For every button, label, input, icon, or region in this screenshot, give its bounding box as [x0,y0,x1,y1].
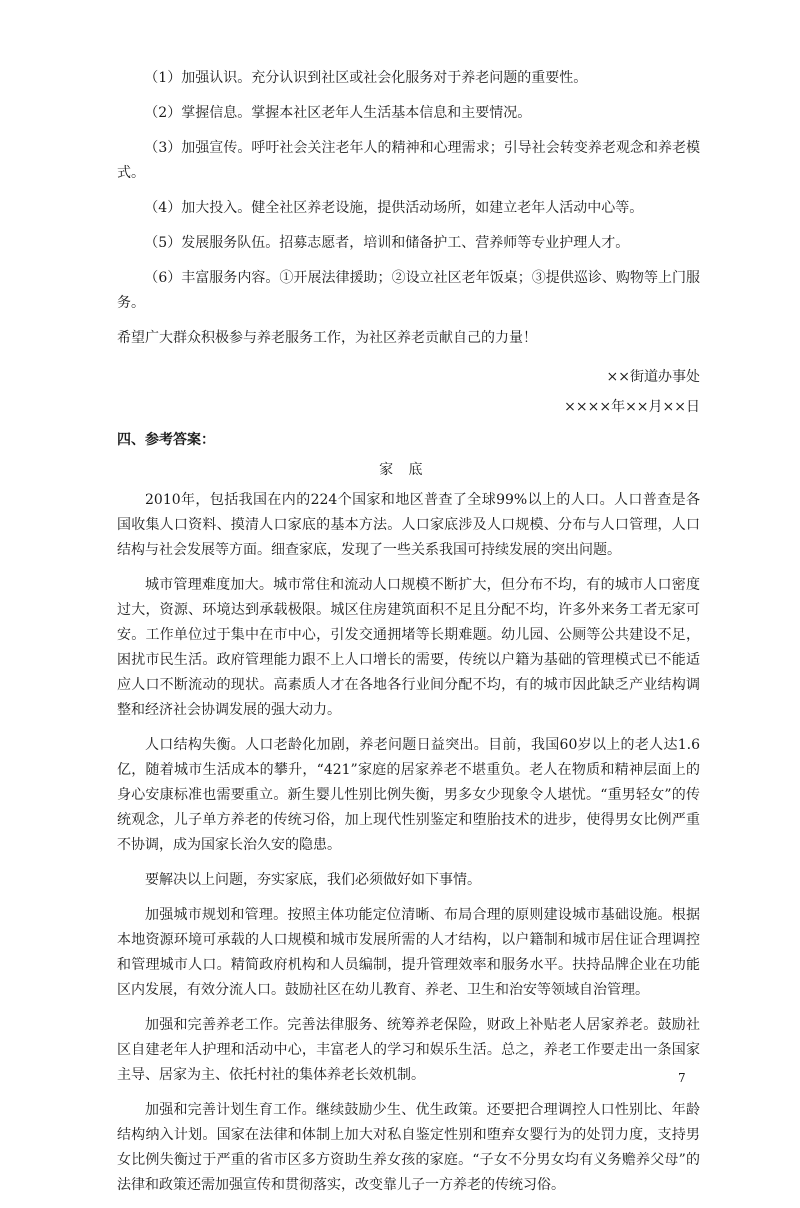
essay-paragraph-1: 2010年，包括我国在内的224个国家和地区普查了全球99%以上的人口。人口普查是各国收集人口资料、摸清人口家底的基本方法。人口家底涉及人口规模、分布与人口管理，人口结构与社会发展等方面。细查家底，发现了一些关系我国可持续发展的突出问题。 [117,492,700,558]
page-content [117,66,700,1208]
essay-paragraph-7: 加强和完善计划生育工作。继续鼓励少生、优生政策。还要把合理调控人口性别比、年龄结构纳入计划。国家在法律和体制上加大对私自鉴定性别和堕弃女婴行为的处罚力度，支持男女比例失衡过于严重的省市区多方资助生养女孩的家庭。“子女不分男女均有义务赡养父母”的法律和政策还需加强宣传和贯彻落实，改变靠儿子一方养老的传统习俗。 [117,1102,700,1193]
measure-item-5: （5）发展服务队伍。招募志愿者，培训和储备护工、营养师等专业护理人才。 [144,235,630,251]
essay-paragraph-5: 加强城市规划和管理。按照主体功能定位清晰、布局合理的原则建设城市基础设施。根据本地资源环境可承载的人口规模和城市发展所需的人才结构，以户籍制和城市居住证合理调控和管理城市人口。精简政府机构和人员编制，提升管理效率和服务水平。扶持品牌企业在功能区内发展，有效分流人口。鼓励社区在幼儿教育、养老、卫生和治安等领域自治管理。 [117,907,700,998]
signature-date: ××××年××月××日 [564,399,700,415]
measure-item-4: （4）加大投入。健全社区养老设施，提供活动场所，如建立老年人活动中心等。 [144,200,644,216]
essay-paragraph-2: 城市管理难度加大。城市常住和流动人口规模不断扩大，但分布不均，有的城市人口密度过大，资源、环境达到承载极限。城区住房建筑面积不足且分配不均，许多外来务工者无家可安。工作单位过于集中在市中心，引发交通拥堵等长期难题。幼儿园、公厕等公共建设不足，困扰市民生活。政府管理能力跟不上人口增长的需要，传统以户籍为基础的管理模式已不能适应人口不断流动的现状。高素质人才在各地各行业间分配不均，有的城市因此缺乏产业结构调整和经济社会协调发展的强大动力。 [117,577,700,718]
essay-paragraph-3: 人口结构失衡。人口老龄化加剧，养老问题日益突出。目前，我国60岁以上的老人达1.6亿，随着城市生活成本的攀升，“421”家庭的居家养老不堪重负。老人在物质和精神层面上的身心安康标准也需要重立。新生婴儿性别比例失衡，男多女少现象令人堪忧。“重男轻女”的传统观念，儿子单方养老的传统习俗，加上现代性别鉴定和堕胎技术的进步，使得男女比例严重不协调，成为国家长治久安的隐患。 [117,737,700,853]
essay-title: 家底 [379,462,438,478]
essay-paragraph-4: 要解决以上问题，夯实家底，我们必须做好如下事情。 [145,872,481,888]
measure-item-1: （1）加强认识。充分认识到社区或社会化服务对于养老问题的重要性。 [144,70,588,86]
section-heading: 四、参考答案： [117,432,215,448]
signature-office: ××街道办事处 [606,369,700,385]
page-number: 7 [678,1071,686,1085]
closing-appeal: 希望广大群众积极参与养老服务工作，为社区养老贡献自己的力量！ [117,330,537,346]
measure-item-3: （3）加强宣传。呼吁社会关注老年人的精神和心理需求；引导社会转变养老观念和养老模式。 [117,140,700,181]
measure-item-6: （6）丰富服务内容。①开展法律援助；②设立社区老年饭桌；③提供巡诊、购物等上门服务。 [117,270,700,311]
essay-paragraph-6: 加强和完善养老工作。完善法律服务、统筹养老保险，财政上补贴老人居家养老。鼓励社区自建老年人护理和活动中心，丰富老人的学习和娱乐生活。总之，养老工作要走出一条国家主导、居家为主、依托村社的集体养老长效机制。 [117,1017,700,1083]
measure-item-2: （2）掌握信息。掌握本社区老年人生活基本信息和主要情况。 [144,105,532,121]
